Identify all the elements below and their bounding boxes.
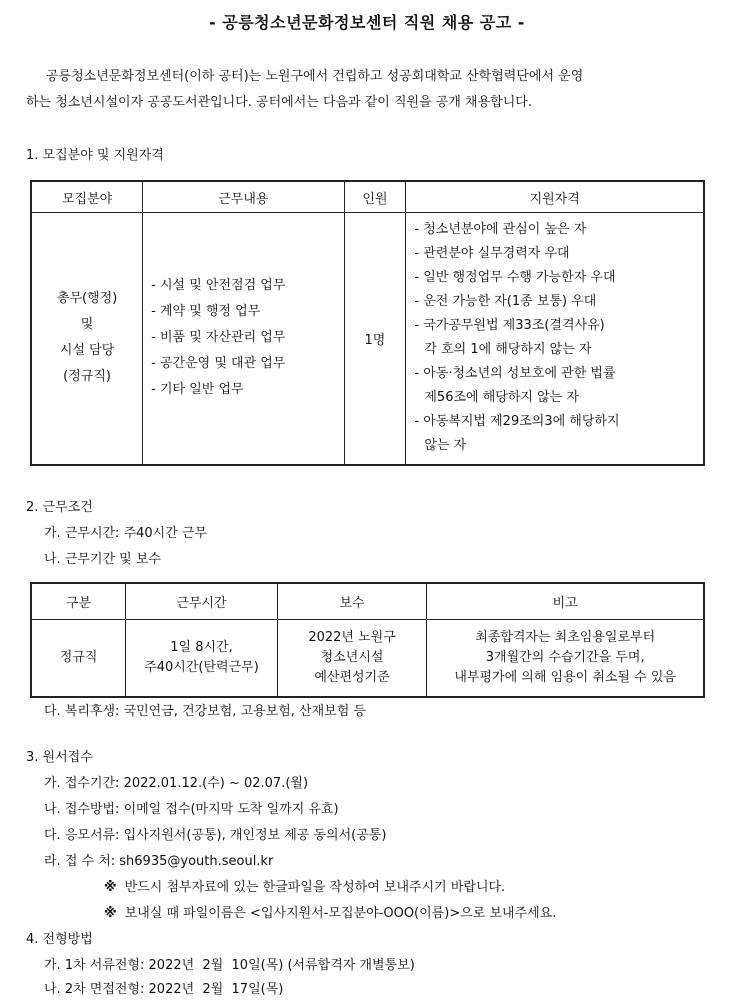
notice-1 [104,876,505,895]
application-documents-item: 다. 응모서류: 입사지원서(공통), 개인정보 제공 동의서(공통) [44,828,387,843]
intro-line-1: 공릉청소년문화정보센터(이하 공터)는 노원구에서 건립하고 성공회대학교 산학협력단에서 운영 [46,69,584,84]
header-count: 인원 [344,181,406,213]
cell-count: 1명 [344,213,406,465]
benefits-item: 다. 복리후생: 국민연금, 건강보험, 고용보험, 산재보험 등 [44,704,366,719]
header-duties: 근무내용 [143,181,344,213]
qualification-item: - 국가공무원법 제33조(결격사유) [414,318,605,334]
duty-item: - 기타 일반 업무 [151,382,244,398]
section-4-heading: 4. 전형방법 [26,932,93,947]
screening-stage-1: 가. 1차 서류전형: 2022년 2월 10일(목) (서류합격자 개별통보) [44,958,415,973]
cell-pay [277,619,427,697]
conditions-table [30,582,705,698]
cell-qualifications [406,213,704,465]
application-method-item: 나. 접수방법: 이메일 접수(마지막 도착 일까지 유효) [44,802,339,817]
application-contact-item: 라. 접 수 처: sh6935@youth.seoul.kr [44,854,274,869]
notice-2 [104,902,556,921]
qualification-item: 각 호의 1에 해당하지 않는 자 [424,342,592,358]
notice-text: 반드시 첨부자료에 있는 한글파일을 작성하여 보내주시기 바랍니다. [124,880,506,895]
duty-item: - 공간운영 및 대관 업무 [151,356,286,372]
document-title: - 공릉청소년문화정보센터 직원 채용 공고 - [209,13,525,32]
qualification-item: - 일반 행정업무 수행 가능한자 우대 [414,270,616,286]
pay-line: 2022년 노원구 [308,629,396,645]
category-line: (정규직) [63,369,111,385]
category-line: 총무(행정) [56,291,118,307]
header-category: 모집분야 [31,181,143,213]
recruitment-table [30,180,705,466]
header-qualifications: 지원자격 [406,181,704,213]
qualification-item: 제56조에 해당하지 않는 자 [424,390,579,406]
pay-line: 청소년시설 [320,649,384,665]
duty-item: - 비품 및 자산관리 업무 [151,330,286,346]
cell-type: 정규직 [31,619,126,697]
intro-line-2: 하는 청소년시설이자 공공도서관입니다. 공터에서는 다음과 같이 직원을 공개 채용합니다. [26,95,532,110]
section-3-heading: 3. 원서접수 [26,750,93,765]
qualification-item: - 관련분야 실무경력자 우대 [414,246,570,262]
qualification-item: - 아동복지법 제29조의3에 해당하지 [414,414,620,430]
hours-line: 1일 8시간, [170,639,233,655]
screening-stage-2: 나. 2차 면접전형: 2022년 2월 17일(목) [44,982,284,997]
qualification-item: 않는 자 [424,438,467,454]
cell-category [31,213,143,465]
duty-item: - 시설 및 안전점검 업무 [151,278,286,294]
header-type: 구분 [31,583,126,619]
note-line: 최종합격자는 최초임용일로부터 [475,629,656,645]
notice-text: 보내실 때 파일이름은 <입사지원서-모집분야-OOO(이름)>으로 보내주세요. [124,906,557,921]
intro-paragraph [26,64,716,116]
hours-line: 주40시간(탄력근무) [144,659,259,675]
cell-duties [143,213,344,465]
category-line: 시설 담당 [59,343,115,359]
pay-line: 예산편성기준 [314,669,390,685]
cell-hours [126,619,278,697]
header-pay: 보수 [277,583,427,619]
duty-item: - 계약 및 행정 업무 [151,304,261,320]
section-1-heading: 1. 모집분야 및 지원자격 [26,148,164,163]
qualification-item: - 아동·청소년의 성보호에 관한 법률 [414,366,616,382]
header-note: 비고 [427,583,704,619]
qualification-item: - 운전 가능한 자(1종 보통) 우대 [414,294,597,310]
work-period-item: 나. 근무기간 및 보수 [44,552,161,567]
note-line: 내부평가에 의해 임용이 취소될 수 있음 [454,669,676,685]
section-2-heading: 2. 근무조건 [26,500,93,515]
note-line: 3개월간의 수습기간을 두며, [485,649,645,665]
note-mark-icon: ※ [104,906,117,921]
work-hours-item: 가. 근무시간: 주40시간 근무 [44,526,208,541]
category-line: 및 [80,317,94,333]
qualification-item: - 청소년분야에 관심이 높은 자 [414,222,587,238]
header-hours: 근무시간 [126,583,278,619]
cell-note [427,619,704,697]
application-period-item: 가. 접수기간: 2022.01.12.(수) ~ 02.07.(월) [44,776,309,791]
note-mark-icon: ※ [104,880,117,895]
